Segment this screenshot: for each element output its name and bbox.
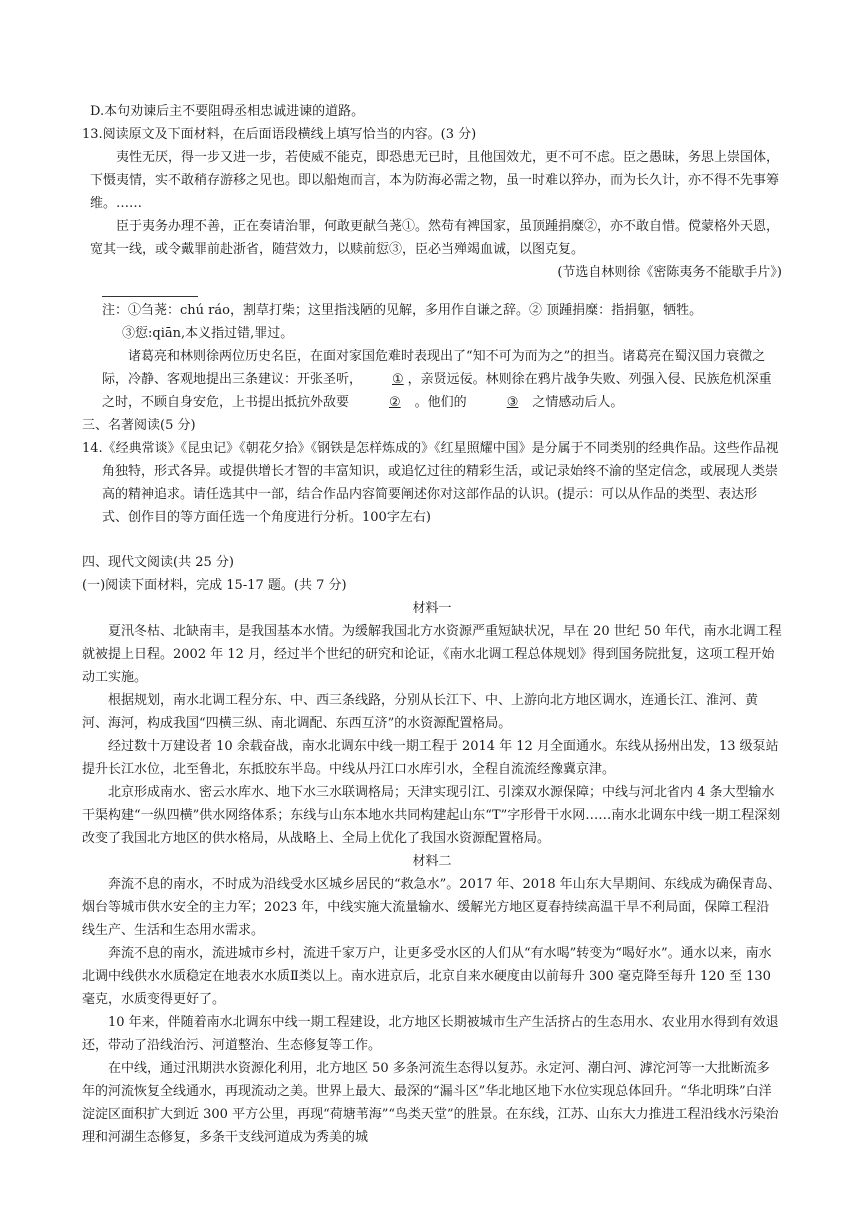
section-4-sub-1: (一)阅读下面材料，完成 15-17 题。(共 7 分) — [82, 578, 347, 593]
material-2-paragraph-2: 奔流不息的南水，流进城市乡村，流进千家万户，让更多受水区的人们从“有水喝”转变为“喝好水”。通水以来，南水北调中线供水水质稳定在地表水水质Ⅱ类以上。南水进京后，北京自来水硬度由以前每升 300 毫克降至每升 120 至 130 毫克，水质变得更好了。 — [82, 946, 772, 1007]
q13-fill-text-c: 。他们的 — [414, 395, 467, 410]
q13-blank-2: ② — [389, 395, 401, 410]
q13-blank-3: ③ — [506, 395, 519, 410]
material-2-paragraph-1: 奔流不息的南水，不时成为沿线受水区城乡居民的“救急水”。2017 年、2018 年山东大旱期间、东线成为确保青岛、烟台等城市供水安全的主力军；2023 年，中线实施大流量输水、缓解光方地区夏春持续高温干旱不利局面，保障工程沿线生产、生活和生态用水需求。 — [82, 877, 781, 938]
q13-fill-text-a: 诸葛亮和林则徐两位历史名臣，在面对家国危难时表现出了“知不可为而为之”的担当。诸葛亮在蜀汉国力衰微之际，冷静、客观地提出三条建议：开张圣听， — [102, 349, 766, 387]
q13-fill-text-b: ，亲贤远佞。林则徐在鸦片战争失败、列强入侵、民族危机深重之时，不顾自身安危，上书提出抵抗外敌要 — [102, 372, 772, 410]
q13-blank-1: ① — [392, 372, 404, 387]
spacer — [82, 529, 782, 551]
q13-note-1: 注：①刍荛：chú ráo，割草打柴；这里指浅陋的见解，多用作自谦之辞。② 顶踵捐糜：指捐躯，牺牲。 — [102, 303, 703, 318]
document-page — [82, 100, 782, 1149]
q13-passage-paragraph-1: 夷性无厌，得一步又进一步，若使威不能克，即恐患无已时，且他国效尤，更不可不虑。臣之愚昧，务思上崇国体，下慑夷情，实不敢稍存游移之见也。即以船炮而言，本为防海必需之物，虽一时难以猝办，而为长久计，亦不得不先事筹维。…… — [90, 150, 780, 211]
material-1-paragraph-3: 经过数十万建设者 10 余载奋战，南水北调东中线一期工程于 2014 年 12 月全面通水。东线从扬州出发，13 级泵站提升长江水位，北至鲁北，东抵胶东半岛。中线从丹江口水库引水，全程自流流经豫冀京津。 — [82, 739, 779, 777]
q13-stem: 13.阅读原文及下面材料，在后面语段横线上填写恰当的内容。(3 分) — [82, 127, 477, 142]
section-3-title: 三、名著阅读(5 分) — [82, 418, 196, 433]
q13-note-2: ③愆:qiān,本义指过错,罪过。 — [122, 326, 294, 341]
material-1-paragraph-4: 北京形成南水、密云水库水、地下水三水联调格局；天津实现引江、引滦双水源保障；中线与河北省内 4 条大型输水干渠构建“一纵四横”供水网络体系；东线与山东本地水共同构建起山东“T”字形骨干水网……南水北调东中线一期工程深刻改变了我国北方地区的供水格局，从战略上、全局上优化了我国水资源配置格局。 — [82, 785, 781, 846]
material-2-title: 材料二 — [412, 854, 452, 869]
q12-option-d: D.本句劝谏后主不要阻碍丞相忠诚进谏的道路。 — [90, 104, 365, 119]
material-2-paragraph-4: 在中线，通过汛期洪水资源化利用，北方地区 50 多条河流生态得以复苏。永定河、潮白河、滹沱河等一大批断流多年的河流恢复全线通水，再现流动之美。世界上最大、最深的“漏斗区”华北地区地下水位实现总体回升。“华北明珠”白洋淀淀区面积扩大到近 300 平方公里，再现“荷塘苇海”“鸟类天堂”的胜景。在东线，江苏、山东大力推进工程沿线水污染治理和河湖生态修复，多条干支线河道成为秀美的城 — [82, 1061, 779, 1145]
section-4-title: 四、现代文阅读(共 25 分) — [82, 555, 234, 570]
q13-fill-paragraph — [82, 345, 782, 414]
q13-passage-paragraph-2: 臣于夷务办理不善，正在奏请治罪，何敢更献刍荛①。然苟有裨国家，虽顶踵捐糜②，亦不敢自惜。傥蒙格外天恩，宽其一线，或令戴罪前赴浙省，随营效力，以赎前愆③，臣必当殚竭血诚，以图克复。 — [90, 219, 780, 257]
material-1-paragraph-2: 根据规划，南水北调工程分东、中、西三条线路，分别从长江下、中、上游向北方地区调水，连通长江、淮河、黄河、海河，构成我国“四横三纵、南北调配、东西互济”的水资源配置格局。 — [82, 693, 759, 731]
material-2-paragraph-3: 10 年来，伴随着南水北调东中线一期工程建设，北方地区长期被城市生产生活挤占的生态用水、农业用水得到有效退还，带动了沿线治污、河道整治、生态修复等工作。 — [82, 1015, 779, 1053]
material-1-title: 材料一 — [412, 601, 452, 616]
material-1-paragraph-1: 夏汛冬枯、北缺南丰，是我国基本水情。为缓解我国北方水资源严重短缺状况，早在 20 世纪 50 年代，南水北调工程就被提上日程。2002 年 12 月，经过半个世纪的研究和论证，《南水北调工程总体规划》得到国务院批复，这项工程开始动工实施。 — [82, 624, 782, 685]
q13-fill-text-d: 之情感动后人。 — [532, 395, 624, 410]
q14-text: 14.《经典常谈》《昆虫记》《朝花夕拾》《钢铁是怎样炼成的》《红星照耀中国》是分属于不同类别的经典作品。这些作品视角独特，形式各异。或提供增长才智的丰富知识，或追忆过往的精彩生活，或记录始终不渝的坚定信念，或展现人类崇高的精神追求。请任选其中一部，结合作品内容简要阐述你对这部作品的认识。(提示：可以从作品的类型、表达形式、创作目的等方面任选一个角度进行分析。100字左右) — [82, 441, 779, 525]
q13-source: (节选自林则徐《密陈夷务不能歇手片》) — [557, 265, 782, 280]
footnote-divider — [102, 296, 198, 297]
